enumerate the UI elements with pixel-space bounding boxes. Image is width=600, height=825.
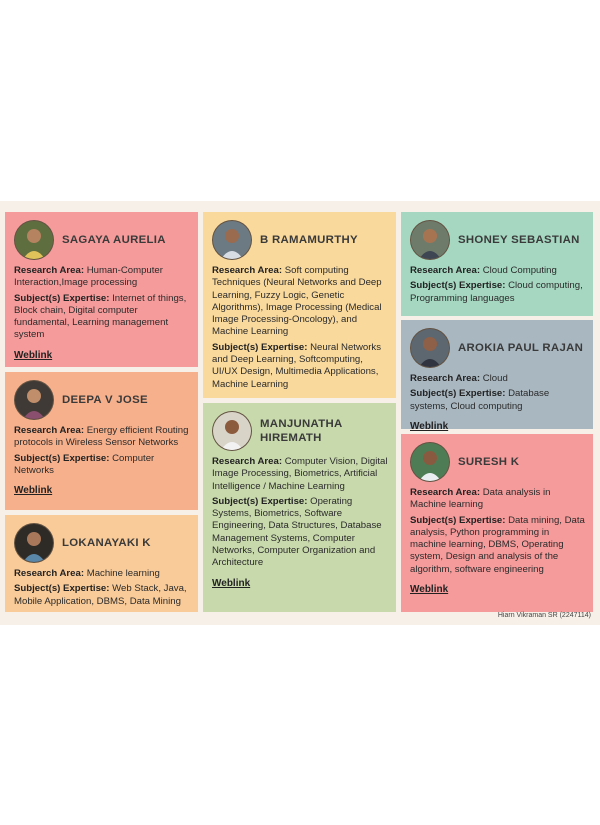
subject-expertise: Subject(s) Expertise: Database systems, Cloud computing [410, 388, 550, 412]
subject-expertise: Subject(s) Expertise: Web Stack, Java, Mobile Application, DBMS, Data Mining [14, 583, 187, 607]
research-area: Research Area: Cloud [410, 373, 508, 384]
subject-expertise: Subject(s) Expertise: Operating Systems, Biometrics, Software Engineering, Data Structures, Database Management Systems, Computer Networks, Computer Organization and Architecture [212, 495, 382, 569]
faculty-card-shoney-sebastian [401, 212, 593, 316]
faculty-name: SAGAYA AURELIA [62, 234, 166, 246]
subject-expertise: Subject(s) Expertise: Internet of things, Block chain, Digital computer fundamental, Learning management system [14, 292, 187, 341]
research-area: Research Area: Soft computing Techniques (Neural Networks and Deep Learning, Fuzzy Logic, Genetic Algorithms), Image Processing (Medical Image Processing-Oncology), and Machine Learning [212, 265, 382, 338]
weblink[interactable]: Weblink [410, 584, 449, 596]
profile-photo [14, 380, 54, 420]
faculty-card-sagaya-aurelia [5, 212, 198, 367]
research-area: Research Area: Energy efficient Routing protocols in Wireless Sensor Networks [14, 425, 189, 449]
subject-expertise: Subject(s) Expertise: Computer Networks [14, 452, 155, 476]
faculty-card-arokia-paul-rajan [401, 320, 593, 432]
profile-photo [212, 411, 252, 451]
subject-expertise: Subject(s) Expertise: Data mining, Data analysis, Python programming in machine learning, DBMS, Operating system, Design and analysis of the algorithm, software engineering [410, 514, 585, 575]
weblink[interactable]: Weblink [14, 485, 53, 497]
profile-photo [410, 442, 450, 482]
profile-photo [14, 523, 54, 563]
faculty-name: B RAMAMURTHY [260, 234, 358, 246]
subject-expertise: Subject(s) Expertise: Neural Networks and Deep Learning, Softcomputing, UI/UX Design, Multimedia Applications, Machine Learning [212, 341, 382, 390]
faculty-name: MANJUNATHA HIREMATH [260, 418, 343, 444]
profile-photo [410, 220, 450, 260]
profile-photo [410, 328, 450, 368]
faculty-card-manjunatha-hiremath [203, 403, 396, 612]
subject-expertise: Subject(s) Expertise: Cloud computing, Programming languages [410, 280, 583, 304]
weblink[interactable]: Weblink [410, 420, 449, 432]
faculty-name: DEEPA V JOSE [62, 394, 148, 406]
research-area: Research Area: Data analysis in Machine learning [410, 487, 551, 511]
author-credit: Hiarn Vikraman SR (2247114) [497, 612, 591, 619]
faculty-card-lokanayaki-k [5, 515, 198, 612]
research-area: Research Area: Cloud Computing [410, 265, 557, 276]
faculty-name: SHONEY SEBASTIAN [458, 234, 580, 246]
profile-photo [212, 220, 252, 260]
faculty-card-deepa-v-jose [5, 372, 198, 510]
faculty-card-suresh-k [401, 434, 593, 612]
research-area: Research Area: Human-Computer Interaction,Image processing [14, 265, 163, 289]
faculty-card-b-ramamurthy [203, 212, 396, 398]
profile-photo [14, 220, 54, 260]
weblink[interactable]: Weblink [212, 577, 251, 589]
faculty-name: LOKANAYAKI K [62, 537, 151, 549]
research-area: Research Area: Computer Vision, Digital Image Processing, Biometrics, Artificial Intelligence / Machine Learning [212, 456, 388, 492]
research-area: Research Area: Machine learning [14, 568, 160, 579]
weblink[interactable]: Weblink [14, 349, 53, 361]
faculty-name: SURESH K [458, 456, 520, 468]
faculty-name: AROKIA PAUL RAJAN [458, 342, 584, 354]
